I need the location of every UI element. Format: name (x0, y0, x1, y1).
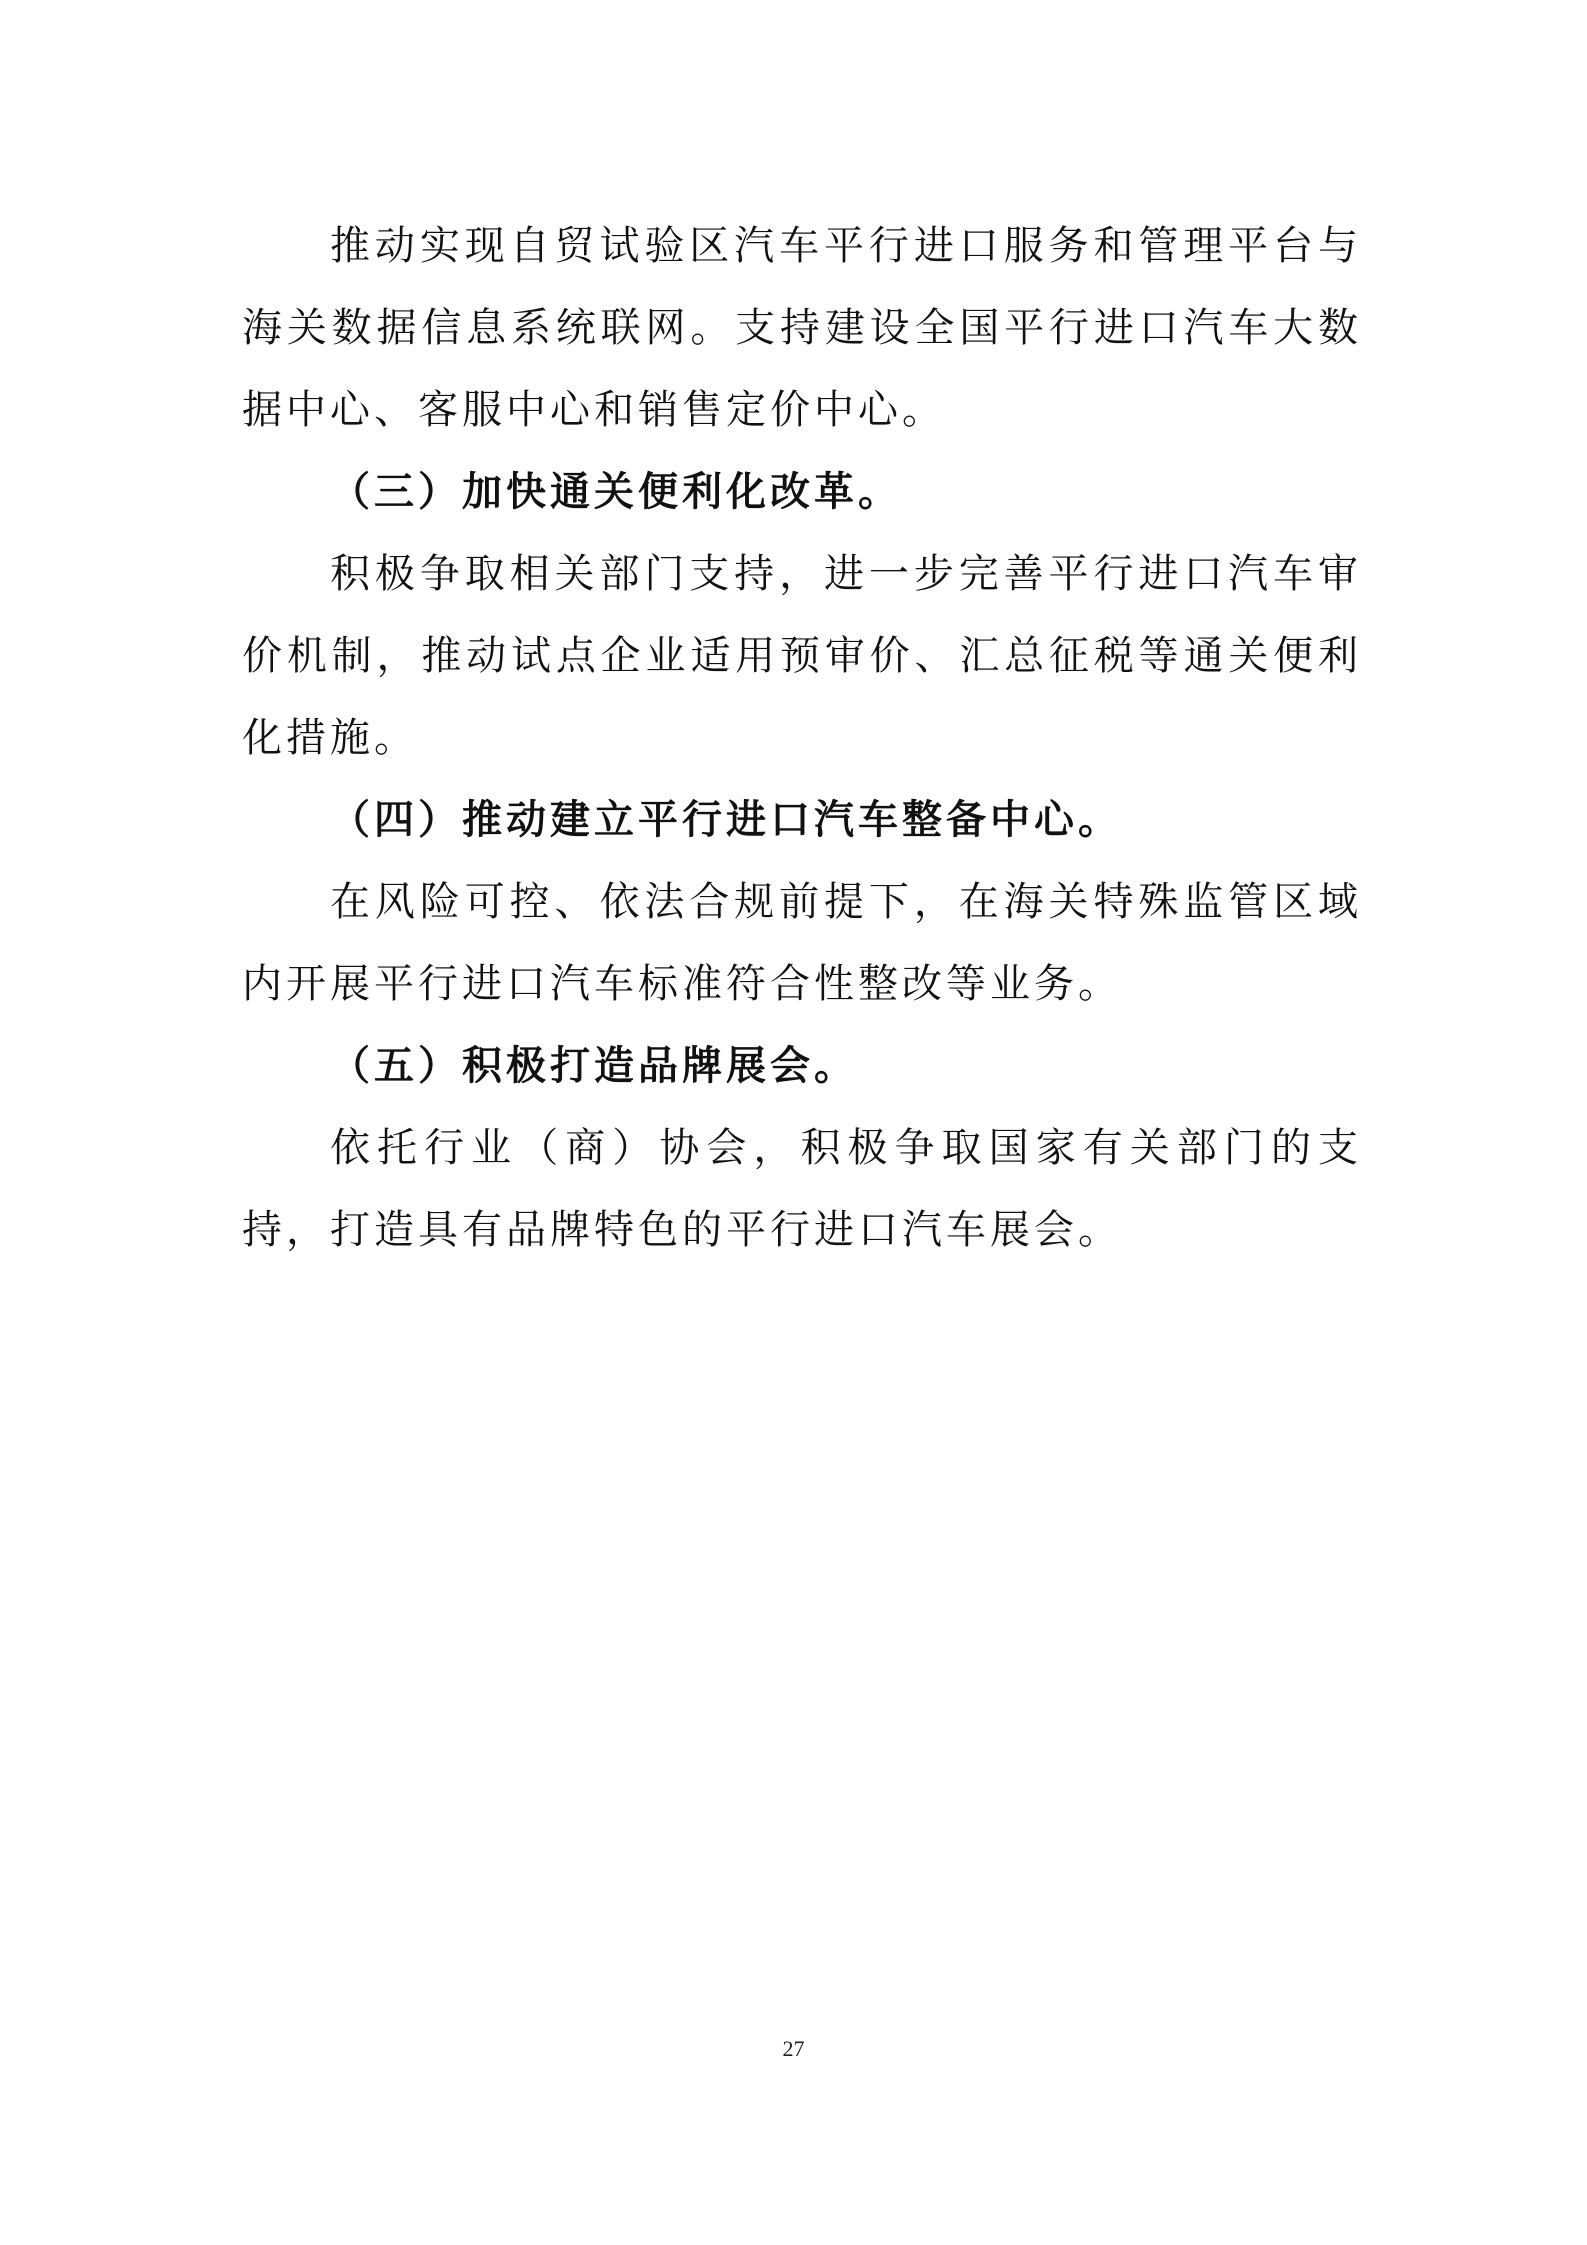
page-number: 27 (782, 2036, 805, 2061)
paragraph-price-review-mechanism: 积极争取相关部门支持，进一步完善平行进口汽车审价机制，推动试点企业适用预审价、汇总征税等通关便利化措施。 (242, 551, 1362, 761)
paragraph-platform-networking: 推动实现自贸试验区汽车平行进口服务和管理平台与海关数据信息系统联网。支持建设全国平行进口汽车大数据中心、客服中心和销售定价中心。 (242, 223, 1362, 433)
paragraph-standard-compliance: 在风险可控、依法合规前提下，在海关特殊监管区域内开展平行进口汽车标准符合性整改等业务。 (242, 879, 1362, 1007)
paragraph-exhibition-support: 依托行业（商）协会，积极争取国家有关部门的支持，打造具有品牌特色的平行进口汽车展会。 (242, 1125, 1362, 1253)
heading-customs-clearance-reform: （三）加快通关便利化改革。 (330, 469, 902, 515)
heading-preparation-center: （四）推动建立平行进口汽车整备中心。 (330, 797, 1122, 843)
heading-brand-exhibition: （五）积极打造品牌展会。 (330, 1043, 858, 1089)
document-body (242, 205, 1362, 1271)
